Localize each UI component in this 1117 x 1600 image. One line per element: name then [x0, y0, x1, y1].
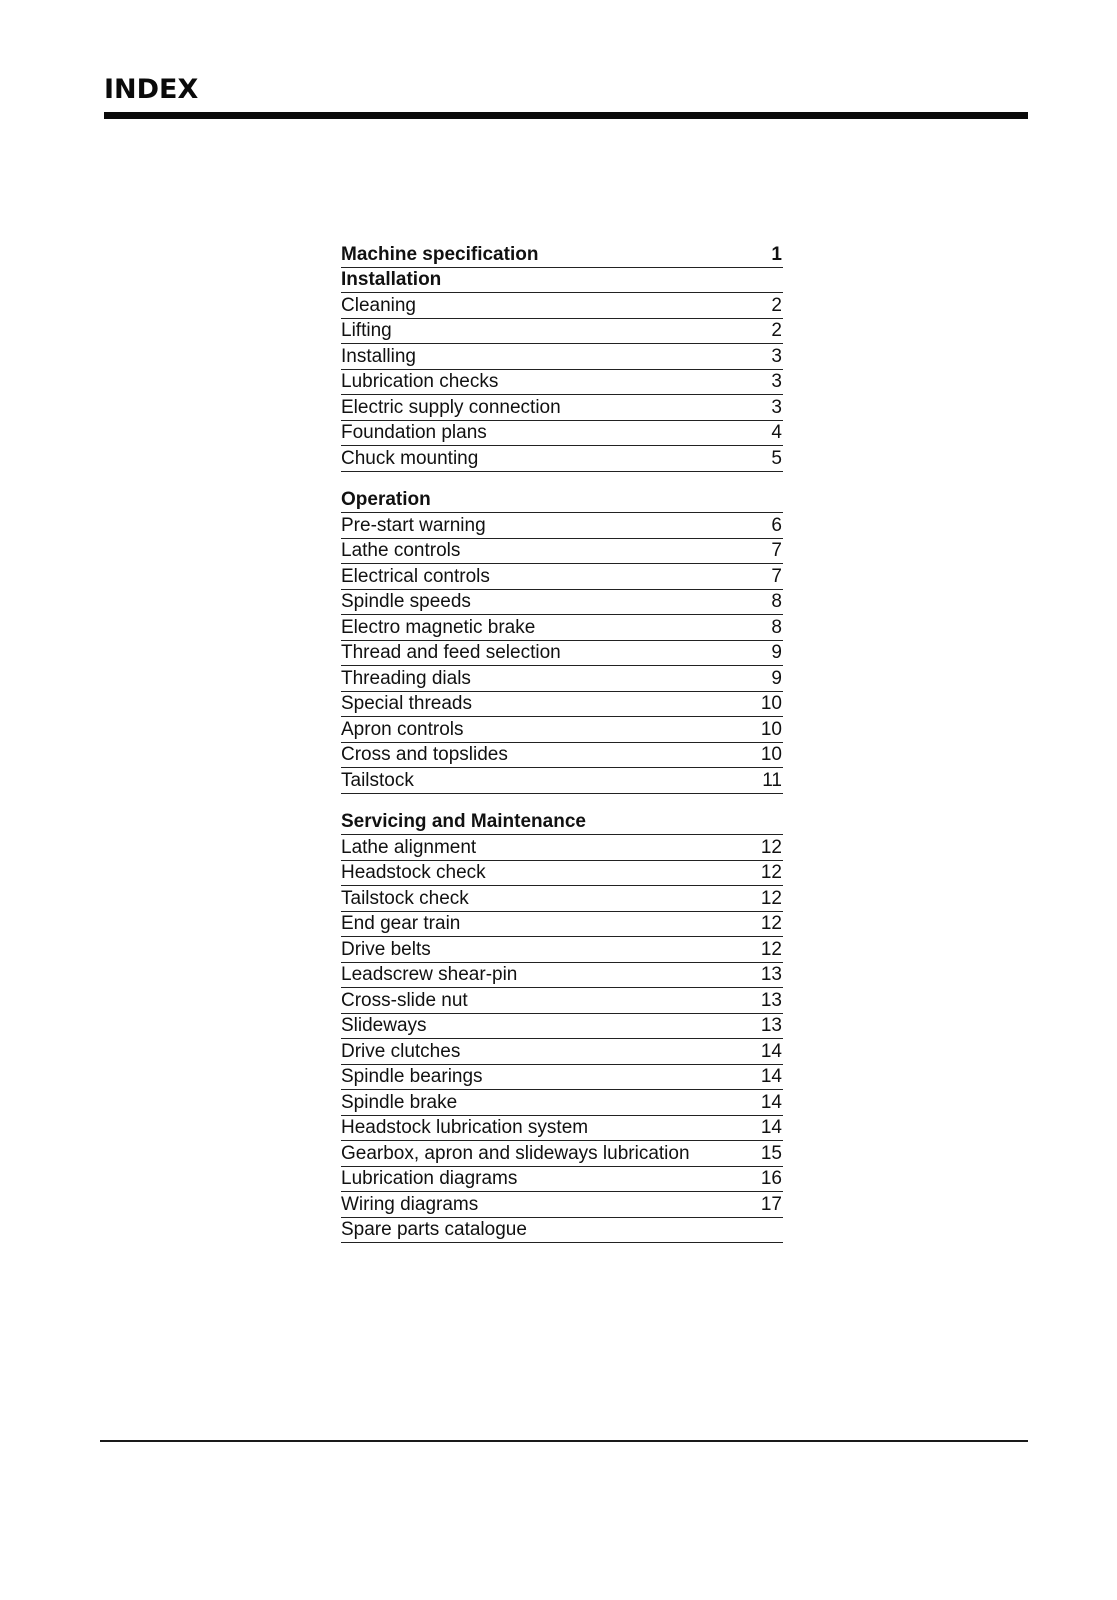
toc-entry-label: Chuck mounting — [341, 447, 479, 469]
toc-entry[interactable] — [341, 319, 783, 345]
toc-entry-page: 10 — [760, 718, 782, 740]
toc-entry-page: 14 — [760, 1040, 782, 1062]
toc-entry-page: 14 — [760, 1066, 782, 1087]
toc-entry[interactable] — [341, 835, 783, 861]
toc-entry-page: 6 — [771, 514, 782, 536]
toc-heading[interactable] — [341, 488, 783, 514]
toc-entry-label: Cleaning — [341, 294, 416, 316]
toc-entry-label: Lifting — [341, 320, 392, 341]
toc-entry-page: 16 — [760, 1168, 782, 1189]
toc-entry[interactable] — [341, 1218, 783, 1244]
toc-entry[interactable] — [341, 1039, 783, 1065]
toc-entry-label: Foundation plans — [341, 422, 487, 443]
toc-entry-label: Cross-slide nut — [341, 989, 468, 1011]
toc-entry[interactable] — [341, 421, 783, 447]
toc-entry-label: Electro magnetic brake — [341, 616, 536, 638]
toc-entry-page: 8 — [771, 591, 782, 612]
toc-entry-page: 2 — [771, 294, 782, 316]
toc-entry[interactable] — [341, 963, 783, 989]
toc-entry[interactable] — [341, 1116, 783, 1142]
toc-entry[interactable] — [341, 446, 783, 472]
toc-entry-page: 14 — [760, 1091, 782, 1113]
toc-entry-page: 9 — [771, 642, 782, 663]
toc-entry-page: 7 — [771, 540, 782, 561]
toc-entry-label: Pre-start warning — [341, 514, 486, 536]
toc-entry[interactable] — [341, 768, 783, 794]
toc-entry[interactable] — [341, 293, 783, 319]
toc-entry-page: 11 — [762, 769, 782, 791]
toc-entry-label: Threading dials — [341, 667, 471, 689]
toc-entry-page: 8 — [771, 616, 782, 638]
toc-entry-label: Special threads — [341, 693, 472, 714]
toc-entry-label: Gearbox, apron and slideways lubrication — [341, 1142, 690, 1164]
toc-entry[interactable] — [341, 912, 783, 938]
toc-entry-label: Thread and feed selection — [341, 642, 561, 663]
toc-entry[interactable] — [341, 1141, 783, 1167]
toc-entry-page: 3 — [771, 396, 782, 418]
toc-entry-page: 12 — [760, 862, 782, 883]
toc-entry-label: Installing — [341, 345, 416, 367]
toc-entry-label: End gear train — [341, 913, 461, 934]
toc-entry[interactable] — [341, 666, 783, 692]
toc-entry-page: 10 — [760, 744, 782, 765]
toc-entry[interactable] — [341, 717, 783, 743]
toc-entry[interactable] — [341, 937, 783, 963]
toc-entry[interactable] — [341, 988, 783, 1014]
toc-entry-label: Tailstock check — [341, 887, 469, 909]
toc-entry[interactable] — [341, 615, 783, 641]
toc-entry-label: Slideways — [341, 1015, 427, 1036]
toc-entry-label: Lubrication checks — [341, 371, 499, 392]
toc-entry-page: 15 — [760, 1142, 782, 1164]
toc-entry-page: 12 — [760, 938, 782, 960]
toc-entry-page: 2 — [771, 320, 782, 341]
toc-entry-page: 7 — [771, 565, 782, 587]
toc-entry[interactable] — [341, 564, 783, 590]
toc-entry-label: Lathe alignment — [341, 836, 477, 858]
footer-rule — [100, 1440, 1028, 1442]
toc-entry[interactable] — [341, 370, 783, 396]
toc-heading[interactable] — [341, 268, 783, 294]
toc-entry-label: Machine specification — [341, 243, 539, 265]
toc-heading[interactable] — [341, 810, 783, 836]
toc-entry-label: Leadscrew shear-pin — [341, 964, 518, 985]
toc-entry-label: Tailstock — [341, 769, 414, 791]
toc-entry-page: 5 — [771, 447, 782, 469]
toc-entry-label: Headstock check — [341, 862, 486, 883]
toc-entry-label: Spindle bearings — [341, 1066, 483, 1087]
toc-entry-label: Electric supply connection — [341, 396, 561, 418]
page-title: INDEX — [104, 74, 199, 105]
toc-entry[interactable] — [341, 1090, 783, 1116]
toc-entry[interactable] — [341, 743, 783, 769]
toc-entry-label: Headstock lubrication system — [341, 1117, 589, 1138]
toc-entry-label: Wiring diagrams — [341, 1193, 479, 1215]
toc-entry-label: Operation — [341, 489, 431, 510]
section-gap — [341, 472, 783, 488]
toc-entry-label: Installation — [341, 269, 442, 290]
toc-entry-page: 3 — [771, 345, 782, 367]
toc-entry-label: Spindle brake — [341, 1091, 458, 1113]
toc-heading[interactable] — [341, 242, 783, 268]
toc-entry-label: Cross and topslides — [341, 744, 508, 765]
toc-entry[interactable] — [341, 692, 783, 718]
toc-entry-label: Spare parts catalogue — [341, 1219, 527, 1240]
toc-entry-page: 12 — [760, 836, 782, 858]
toc-entry[interactable] — [341, 886, 783, 912]
toc-entry[interactable] — [341, 1192, 783, 1218]
toc-entry-label: Electrical controls — [341, 565, 490, 587]
toc-entry-page: 4 — [771, 422, 782, 443]
toc-entry[interactable] — [341, 590, 783, 616]
toc-entry-label: Spindle speeds — [341, 591, 471, 612]
toc-entry-page: 3 — [771, 371, 782, 392]
toc-entry[interactable] — [341, 1014, 783, 1040]
toc-entry-label: Lubrication diagrams — [341, 1168, 518, 1189]
toc-entry[interactable] — [341, 1065, 783, 1091]
toc-entry-label: Apron controls — [341, 718, 464, 740]
header-rule — [104, 112, 1028, 119]
toc-entry-page: 13 — [760, 989, 782, 1011]
toc-entry-label: Servicing and Maintenance — [341, 811, 586, 832]
toc-entry-label: Drive belts — [341, 938, 431, 960]
toc-entry-label: Drive clutches — [341, 1040, 461, 1062]
table-of-contents — [341, 242, 783, 1243]
section-gap — [341, 794, 783, 810]
toc-entry[interactable] — [341, 539, 783, 565]
toc-entry-page: 14 — [760, 1117, 782, 1138]
toc-entry[interactable] — [341, 1167, 783, 1193]
toc-entry[interactable] — [341, 641, 783, 667]
toc-entry-page: 1 — [771, 243, 782, 265]
toc-entry-page: 17 — [760, 1193, 782, 1215]
toc-entry-page: 12 — [760, 887, 782, 909]
toc-entry-page: 10 — [760, 693, 782, 714]
toc-entry-page: 13 — [760, 1015, 782, 1036]
toc-entry-page: 9 — [771, 667, 782, 689]
toc-entry[interactable] — [341, 344, 783, 370]
toc-entry-page: 13 — [760, 964, 782, 985]
toc-entry-page: 12 — [760, 913, 782, 934]
toc-entry[interactable] — [341, 513, 783, 539]
toc-entry[interactable] — [341, 395, 783, 421]
toc-entry-label: Lathe controls — [341, 540, 461, 561]
toc-entry[interactable] — [341, 861, 783, 887]
